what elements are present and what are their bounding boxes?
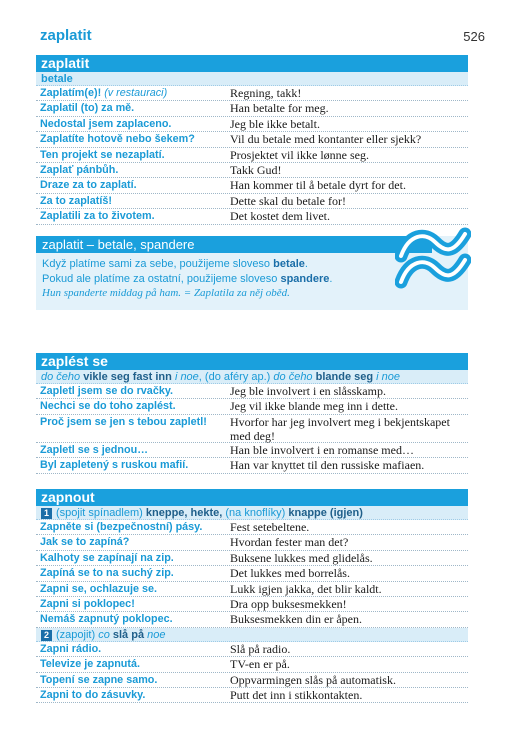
- phrase-row: [36, 551, 468, 566]
- phrase-cz: Zapni se, ochlazuje se.: [40, 582, 158, 595]
- phrase-row: [36, 458, 468, 473]
- phrase-cz: Zapni si poklopec!: [40, 597, 135, 610]
- phrase-no: TV-en er på.: [230, 657, 290, 672]
- phrase-row: [36, 399, 468, 414]
- phrase-row: [36, 384, 468, 399]
- phrase-row: [36, 673, 468, 688]
- phrase-row: [36, 582, 468, 597]
- phrase-list: [36, 86, 468, 225]
- phrase-cz: Zaplať pánbůh.: [40, 163, 119, 176]
- sense-translation: betale: [41, 73, 73, 85]
- entry-zaplatit: [36, 55, 468, 225]
- phrase-no: Jeg ble involvert i en slåsskamp.: [230, 384, 386, 398]
- phrase-no: Jeg ble ikke betalt.: [230, 116, 320, 131]
- phrase-no: Prosjektet vil ikke lønne seg.: [230, 147, 369, 162]
- phrase-list: [36, 520, 468, 628]
- phrase-no: Vil du betale med kontanter eller sjekk?: [230, 132, 422, 147]
- entry-sense-1: 1 (spojit spínadlem) kneppe, hekte, (na knoflíky) knappe (igjen): [36, 506, 468, 520]
- phrase-row: [36, 178, 468, 193]
- phrase-row: [36, 657, 468, 672]
- phrase-no: Buksene lukkes med glidelås.: [230, 550, 373, 565]
- usage-note-example: Hun spanderte middag på ham. = Zaplatila za něj oběd.: [42, 287, 290, 299]
- phrase-no: Slå på radio.: [230, 641, 291, 656]
- phrase-list: [36, 384, 468, 474]
- phrase-row: [36, 194, 468, 209]
- phrase-cz: Kalhoty se zapínají na zip.: [40, 551, 174, 564]
- phrase-cz: Topení se zapne samo.: [40, 673, 158, 686]
- entry-headword: zaplatit: [36, 55, 468, 72]
- phrase-row: [36, 86, 468, 101]
- usage-note-line: Když platíme sami za sebe, použijeme sloveso betale.: [42, 258, 308, 270]
- entry-sense: do čeho vikle seg fast inn i noe, (do aféry ap.) do čeho blande seg i noe: [36, 370, 468, 384]
- phrase-no: Dette skal du betale for!: [230, 193, 346, 208]
- phrase-no: Hvordan fester man det?: [230, 535, 349, 550]
- page-number: 526: [463, 29, 485, 44]
- phrase-no: Det kostet dem livet.: [230, 209, 330, 224]
- phrase-row: [36, 612, 468, 627]
- phrase-cz: Za to zaplatíš!: [40, 194, 112, 207]
- phrase-cz: Zapletl jsem se do rvačky.: [40, 385, 174, 397]
- phrase-no: Buksesmekken din er åpen.: [230, 612, 362, 627]
- phrase-row: [36, 443, 468, 458]
- phrase-cz: Nedostal jsem zaplaceno.: [40, 117, 172, 130]
- phrase-cz: Jak se to zapíná?: [40, 536, 130, 549]
- phrase-cz: Zapni rádio.: [40, 642, 102, 655]
- entry-headword: zapnout: [36, 489, 468, 506]
- phrase-no: Fest setebeltene.: [230, 520, 310, 534]
- phrase-no: Lukk igjen jakka, det blir kaldt.: [230, 581, 382, 596]
- phrase-row: [36, 148, 468, 163]
- phrase-no: Dra opp buksesmekken!: [230, 596, 347, 611]
- phrase-row: [36, 117, 468, 132]
- phrase-cz: Nemáš zapnutý poklopec.: [40, 613, 173, 626]
- phrase-no: Han betalte for meg.: [230, 101, 329, 116]
- phrase-row: [36, 520, 468, 535]
- phrase-cz: Zapíná se to na suchý zip.: [40, 567, 174, 580]
- phrase-row: [36, 132, 468, 147]
- phrase-cz: Zapni to do zásuvky.: [40, 688, 146, 701]
- entry-zaplest-se: [36, 353, 468, 474]
- phrase-no: Jeg vil ikke blande meg inn i dette.: [230, 399, 398, 414]
- phrase-cz: Zaplatím(e)! (v restauraci): [40, 87, 168, 99]
- phrase-no: Han ble involvert i en romanse med…: [230, 442, 414, 457]
- phrase-no: Oppvarmingen slås på automatisk.: [230, 672, 396, 687]
- phrase-row: [36, 566, 468, 581]
- phrase-list: [36, 642, 468, 704]
- phrase-cz: Zaplatíte hotově nebo šekem?: [40, 133, 195, 146]
- usage-note-title: zaplatit – betale, spandere: [36, 236, 432, 253]
- phrase-row: [36, 642, 468, 657]
- phrase-row: [36, 688, 468, 703]
- phrase-no: Hvorfor har jeg involvert meg i bekjentskapet med deg!: [230, 414, 450, 443]
- phrase-cz: Nechci se do toho zaplést.: [40, 400, 176, 413]
- phrase-cz: Zaplatil (to) za mě.: [40, 102, 135, 115]
- usage-note-line: Pokud ale platíme za ostatní, použijeme sloveso spandere.: [42, 272, 333, 285]
- sense-number-badge: 2: [41, 630, 52, 641]
- phrase-row: [36, 535, 468, 550]
- sense-number-badge: 1: [41, 508, 52, 519]
- phrase-no: Putt det inn i stikkontakten.: [230, 687, 363, 702]
- phrase-cz: Draze za to zaplatí.: [40, 179, 137, 192]
- running-head: zaplatit: [40, 27, 92, 44]
- phrase-no: Takk Gud!: [230, 162, 282, 177]
- phrase-no: Regning, takk!: [230, 86, 302, 100]
- phrase-cz: Televize je zapnutá.: [40, 658, 141, 671]
- phrase-row: [36, 101, 468, 116]
- phrase-no: Han var knyttet til den russiske mafiaen.: [230, 458, 425, 473]
- phrase-no: Det lukkes med borrelås.: [230, 566, 350, 581]
- entry-sense-2: 2 (zapojit) co slå på noe: [36, 628, 468, 642]
- approx-tilde-icon: [395, 226, 471, 290]
- entry-sense: [36, 72, 468, 86]
- phrase-cz: Ten projekt se nezaplatí.: [40, 148, 165, 161]
- phrase-cz: Zapletl se s jednou…: [40, 443, 148, 456]
- phrase-row: [36, 163, 468, 178]
- phrase-cz: Zapněte si (bezpečnostní) pásy.: [40, 521, 203, 533]
- phrase-row: [36, 597, 468, 612]
- entry-zapnout: [36, 489, 468, 703]
- phrase-cz: Proč jsem se jen s tebou zapletl!: [40, 415, 207, 428]
- phrase-cz: Byl zapletený s ruskou mafií.: [40, 459, 189, 472]
- phrase-row: [36, 415, 468, 443]
- entry-headword: zaplést se: [36, 353, 468, 370]
- phrase-row: [36, 209, 468, 224]
- phrase-cz: Zaplatili za to životem.: [40, 210, 155, 223]
- phrase-no: Han kommer til å betale dyrt for det.: [230, 178, 406, 193]
